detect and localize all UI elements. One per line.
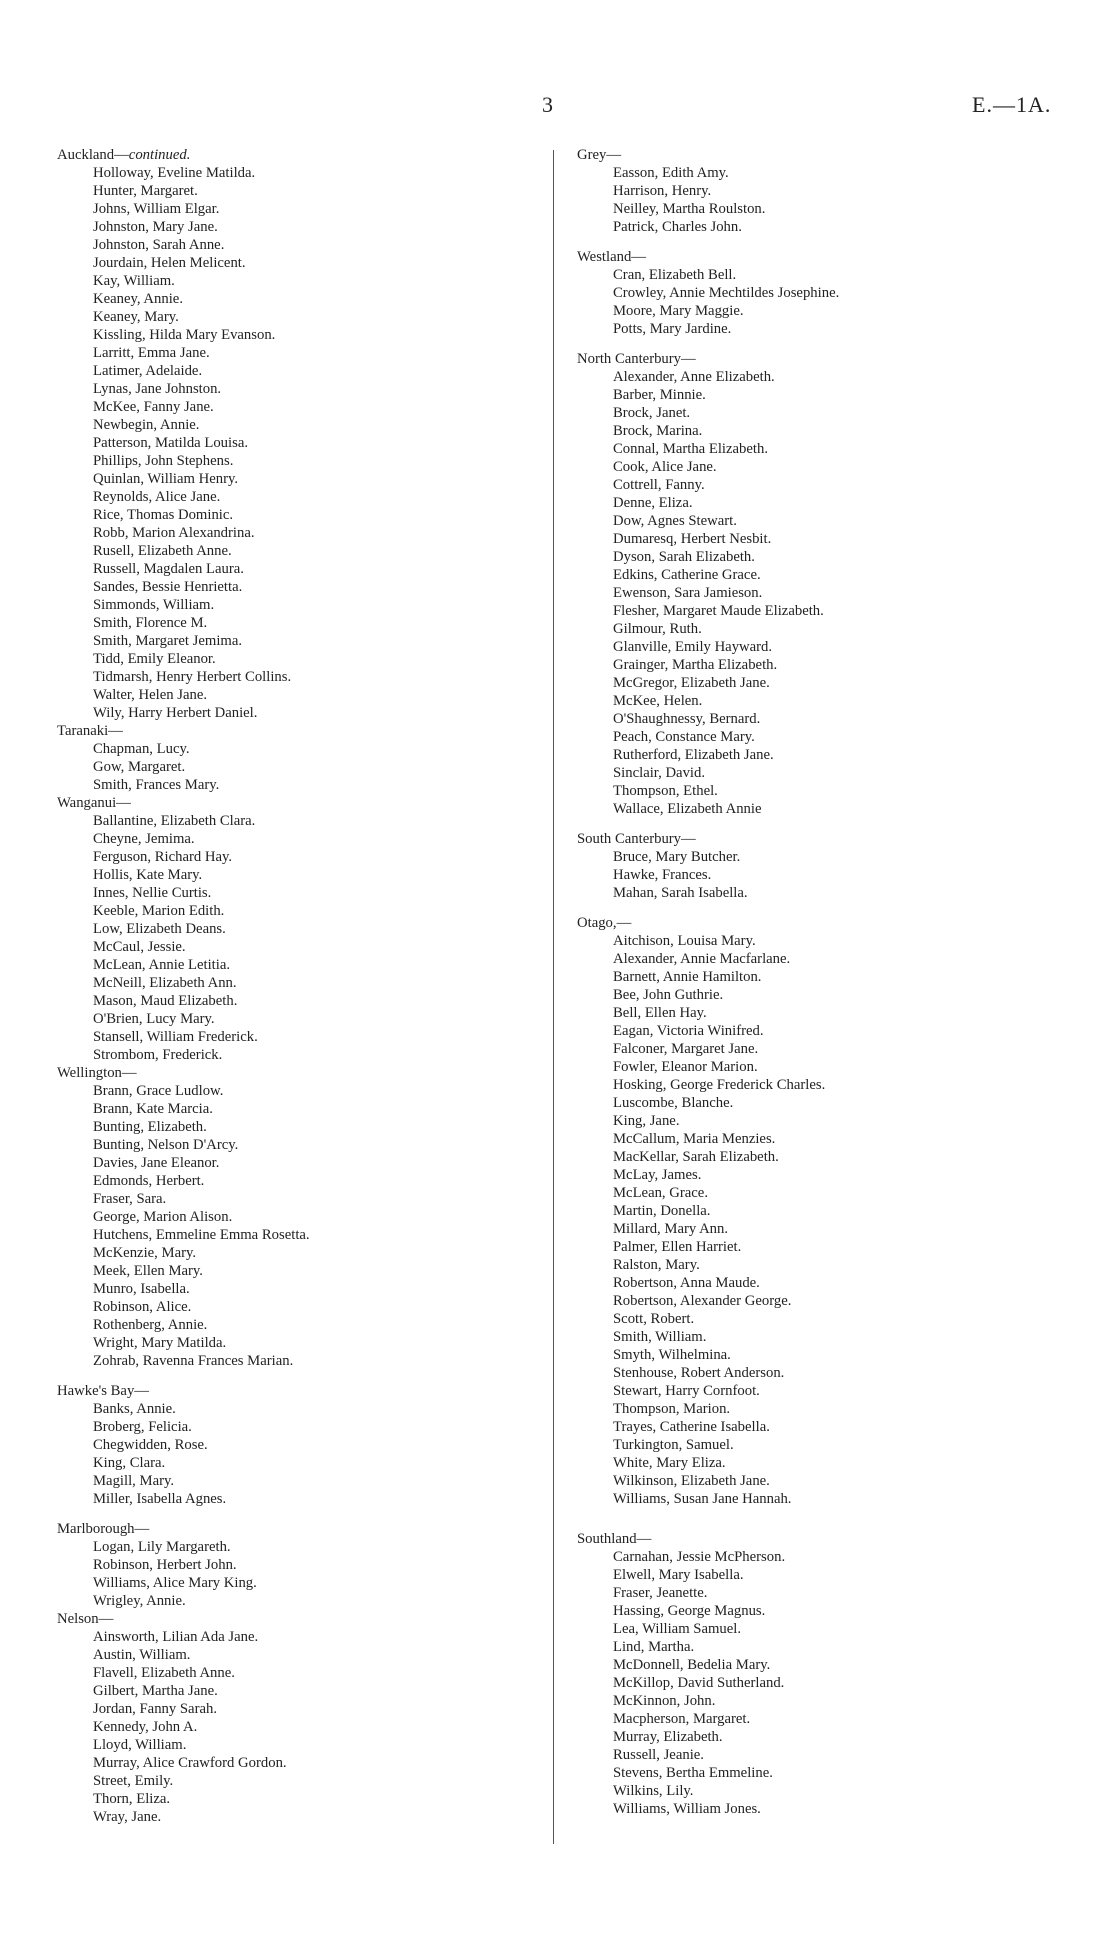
region-heading (577, 146, 1057, 164)
list-item: Alexander, Annie Macfarlane. (613, 951, 791, 967)
list-item: Smith, William. (613, 1329, 707, 1345)
name-list (577, 932, 1057, 1508)
list-item: Jourdain, Helen Melicent. (93, 255, 246, 271)
name-list (57, 1538, 537, 1610)
list-item: Robinson, Alice. (93, 1299, 192, 1315)
region-name: North Canterbury— (577, 351, 696, 367)
list-item: Walter, Helen Jane. (93, 687, 208, 703)
list-item: Peach, Constance Mary. (613, 729, 755, 745)
list-item: Brock, Marina. (613, 423, 703, 439)
region-name: Southland— (577, 1531, 652, 1547)
list-item: Wrigley, Annie. (93, 1593, 186, 1609)
list-item: Keaney, Mary. (93, 309, 179, 325)
list-item: Quinlan, William Henry. (93, 471, 239, 487)
name-list (57, 1628, 537, 1826)
list-item: Low, Elizabeth Deans. (93, 921, 226, 937)
list-item: Barnett, Annie Hamilton. (613, 969, 762, 985)
list-item: Denne, Eliza. (613, 495, 693, 511)
list-item: Millard, Mary Ann. (613, 1221, 729, 1237)
list-item: Kay, William. (93, 273, 175, 289)
list-item: Fowler, Eleanor Marion. (613, 1059, 758, 1075)
list-item: King, Jane. (613, 1113, 680, 1129)
list-item: Wilkins, Lily. (613, 1783, 694, 1799)
region-section-wanganui (57, 794, 537, 1064)
list-item: Broberg, Felicia. (93, 1419, 192, 1435)
list-item: Bunting, Nelson D'Arcy. (93, 1137, 239, 1153)
list-item: Hutchens, Emmeline Emma Rosetta. (93, 1227, 310, 1243)
region-heading (577, 248, 1057, 266)
name-list (577, 368, 1057, 818)
list-item: Gow, Margaret. (93, 759, 186, 775)
list-item: Jordan, Fanny Sarah. (93, 1701, 218, 1717)
list-item: Kissling, Hilda Mary Evanson. (93, 327, 276, 343)
list-item: Crowley, Annie Mechtildes Josephine. (613, 285, 840, 301)
list-item: Russell, Magdalen Laura. (93, 561, 244, 577)
page-number: 3 (542, 92, 553, 117)
list-item: McCallum, Maria Menzies. (613, 1131, 776, 1147)
region-section-otago (577, 914, 1057, 1508)
list-item: Rice, Thomas Dominic. (93, 507, 234, 523)
region-heading (577, 830, 1057, 848)
list-item: Carnahan, Jessie McPherson. (613, 1549, 786, 1565)
list-item: Thorn, Eliza. (93, 1791, 171, 1807)
list-item: Trayes, Catherine Isabella. (613, 1419, 770, 1435)
name-list (577, 848, 1057, 902)
list-item: McDonnell, Bedelia Mary. (613, 1657, 771, 1673)
right-column (577, 146, 1057, 1818)
list-item: Falconer, Margaret Jane. (613, 1041, 759, 1057)
list-item: Dumaresq, Herbert Nesbit. (613, 531, 772, 547)
list-item: Bell, Ellen Hay. (613, 1005, 707, 1021)
list-item: Cottrell, Fanny. (613, 477, 705, 493)
list-item: Smith, Margaret Jemima. (93, 633, 243, 649)
list-item: Stevens, Bertha Emmeline. (613, 1765, 773, 1781)
list-item: Stewart, Harry Cornfoot. (613, 1383, 760, 1399)
list-item: Barber, Minnie. (613, 387, 706, 403)
list-item: Larritt, Emma Jane. (93, 345, 210, 361)
list-item: Lynas, Jane Johnston. (93, 381, 222, 397)
region-name: Grey— (577, 147, 622, 163)
list-item: Scott, Robert. (613, 1311, 695, 1327)
name-list (57, 812, 537, 1064)
list-item: Williams, Susan Jane Hannah. (613, 1491, 792, 1507)
list-item: Johns, William Elgar. (93, 201, 220, 217)
list-item: Martin, Donella. (613, 1203, 711, 1219)
list-item: Smith, Frances Mary. (93, 777, 220, 793)
region-heading (57, 146, 537, 164)
list-item: McGregor, Elizabeth Jane. (613, 675, 770, 691)
list-item: Hunter, Margaret. (93, 183, 198, 199)
list-item: Keaney, Annie. (93, 291, 183, 307)
list-item: Patrick, Charles John. (613, 219, 742, 235)
left-column (57, 146, 537, 1826)
list-item: Meek, Ellen Mary. (93, 1263, 203, 1279)
list-item: Elwell, Mary Isabella. (613, 1567, 744, 1583)
region-section-taranaki (57, 722, 537, 794)
list-item: Murray, Elizabeth. (613, 1729, 723, 1745)
list-item: Magill, Mary. (93, 1473, 175, 1489)
list-item: Robb, Marion Alexandrina. (93, 525, 255, 541)
region-heading (577, 914, 1057, 932)
list-item: Keeble, Marion Edith. (93, 903, 225, 919)
list-item: Wright, Mary Matilda. (93, 1335, 227, 1351)
list-item: Cook, Alice Jane. (613, 459, 717, 475)
list-item: Bee, John Guthrie. (613, 987, 724, 1003)
list-item: Thompson, Ethel. (613, 783, 718, 799)
document-reference: E.—1A. (972, 92, 1052, 117)
name-list (57, 740, 537, 794)
list-item: Palmer, Ellen Harriet. (613, 1239, 742, 1255)
list-item: Glanville, Emily Hayward. (613, 639, 773, 655)
list-item: Wray, Jane. (93, 1809, 162, 1825)
region-name: Wanganui— (57, 795, 131, 811)
region-heading (577, 350, 1057, 368)
list-item: McKenzie, Mary. (93, 1245, 197, 1261)
list-item: Rothenberg, Annie. (93, 1317, 208, 1333)
name-list (577, 266, 1057, 338)
list-item: Kennedy, John A. (93, 1719, 198, 1735)
region-heading (57, 1610, 537, 1628)
list-item: Tidd, Emily Eleanor. (93, 651, 216, 667)
region-name: Marlborough— (57, 1521, 150, 1537)
list-item: Bunting, Elizabeth. (93, 1119, 207, 1135)
list-item: Reynolds, Alice Jane. (93, 489, 221, 505)
region-section-north-canterbury (577, 350, 1057, 818)
region-name: Taranaki— (57, 723, 123, 739)
list-item: Thompson, Marion. (613, 1401, 731, 1417)
list-item: Cran, Elizabeth Bell. (613, 267, 737, 283)
list-item: Alexander, Anne Elizabeth. (613, 369, 775, 385)
list-item: Zohrab, Ravenna Frances Marian. (93, 1353, 294, 1369)
list-item: Moore, Mary Maggie. (613, 303, 744, 319)
list-item: McLean, Annie Letitia. (93, 957, 231, 973)
region-section-wellington (57, 1064, 537, 1370)
list-item: Smith, Florence M. (93, 615, 208, 631)
region-heading (57, 1382, 537, 1400)
region-heading (57, 1064, 537, 1082)
list-item: Easson, Edith Amy. (613, 165, 729, 181)
list-item: White, Mary Eliza. (613, 1455, 726, 1471)
list-item: Strombom, Frederick. (93, 1047, 223, 1063)
list-item: Wilkinson, Elizabeth Jane. (613, 1473, 770, 1489)
list-item: Potts, Mary Jardine. (613, 321, 732, 337)
list-item: Lind, Martha. (613, 1639, 695, 1655)
list-item: Smyth, Wilhelmina. (613, 1347, 731, 1363)
list-item: McKee, Helen. (613, 693, 703, 709)
list-item: Phillips, John Stephens. (93, 453, 234, 469)
list-item: Macpherson, Margaret. (613, 1711, 751, 1727)
list-item: Brann, Kate Marcia. (93, 1101, 213, 1117)
list-item: Miller, Isabella Agnes. (93, 1491, 227, 1507)
list-item: Johnston, Sarah Anne. (93, 237, 225, 253)
list-item: McKee, Fanny Jane. (93, 399, 214, 415)
list-item: Holloway, Eveline Matilda. (93, 165, 256, 181)
list-item: Austin, William. (93, 1647, 191, 1663)
list-item: Edkins, Catherine Grace. (613, 567, 761, 583)
region-section-southland (577, 1530, 1057, 1818)
list-item: Cheyne, Jemima. (93, 831, 195, 847)
list-item: McCaul, Jessie. (93, 939, 186, 955)
name-list (57, 1082, 537, 1370)
list-item: Aitchison, Louisa Mary. (613, 933, 756, 949)
list-item: Williams, Alice Mary King. (93, 1575, 257, 1591)
region-name: Hawke's Bay— (57, 1383, 149, 1399)
region-section-auckland (57, 146, 537, 722)
region-section-nelson (57, 1610, 537, 1826)
name-list (577, 1548, 1057, 1818)
list-item: Fraser, Sara. (93, 1191, 167, 1207)
region-section-westland (577, 248, 1057, 338)
region-heading (57, 794, 537, 812)
list-item: Patterson, Matilda Louisa. (93, 435, 249, 451)
list-item: Johnston, Mary Jane. (93, 219, 218, 235)
list-item: Ainsworth, Lilian Ada Jane. (93, 1629, 259, 1645)
region-name: Nelson— (57, 1611, 114, 1627)
list-item: Chapman, Lucy. (93, 741, 190, 757)
list-item: King, Clara. (93, 1455, 166, 1471)
region-name: Wellington— (57, 1065, 137, 1081)
region-name: Westland— (577, 249, 646, 265)
list-item: Latimer, Adelaide. (93, 363, 203, 379)
list-item: Edmonds, Herbert. (93, 1173, 205, 1189)
list-item: Mahan, Sarah Isabella. (613, 885, 748, 901)
region-section-hawke-s-bay (57, 1382, 537, 1508)
list-item: Munro, Isabella. (93, 1281, 190, 1297)
list-item: Tidmarsh, Henry Herbert Collins. (93, 669, 292, 685)
list-item: McLean, Grace. (613, 1185, 709, 1201)
list-item: Brock, Janet. (613, 405, 691, 421)
list-item: Murray, Alice Crawford Gordon. (93, 1755, 287, 1771)
list-item: Hollis, Kate Mary. (93, 867, 203, 883)
list-item: McNeill, Elizabeth Ann. (93, 975, 237, 991)
list-item: Fraser, Jeanette. (613, 1585, 708, 1601)
region-name: South Canterbury— (577, 831, 696, 847)
list-item: Gilmour, Ruth. (613, 621, 702, 637)
region-section-marlborough (57, 1520, 537, 1610)
list-item: Ballantine, Elizabeth Clara. (93, 813, 256, 829)
list-item: McLay, James. (613, 1167, 702, 1183)
list-item: Connal, Martha Elizabeth. (613, 441, 768, 457)
list-item: Ferguson, Richard Hay. (93, 849, 233, 865)
list-item: Logan, Lily Margareth. (93, 1539, 231, 1555)
name-list (57, 1400, 537, 1508)
list-item: Robinson, Herbert John. (93, 1557, 237, 1573)
list-item: MacKellar, Sarah Elizabeth. (613, 1149, 779, 1165)
list-item: Rusell, Elizabeth Anne. (93, 543, 232, 559)
list-item: Lloyd, William. (93, 1737, 187, 1753)
region-section-south-canterbury (577, 830, 1057, 902)
list-item: George, Marion Alison. (93, 1209, 233, 1225)
list-item: Dow, Agnes Stewart. (613, 513, 737, 529)
list-item: Street, Emily. (93, 1773, 174, 1789)
name-list (577, 164, 1057, 236)
list-item: Chegwidden, Rose. (93, 1437, 208, 1453)
list-item: Dyson, Sarah Elizabeth. (613, 549, 755, 565)
list-item: Ralston, Mary. (613, 1257, 700, 1273)
list-item: Stansell, William Frederick. (93, 1029, 258, 1045)
list-item: Simmonds, William. (93, 597, 215, 613)
list-item: Lea, William Samuel. (613, 1621, 742, 1637)
region-name: Otago,— (577, 915, 632, 931)
list-item: Sinclair, David. (613, 765, 706, 781)
list-item: Flesher, Margaret Maude Elizabeth. (613, 603, 824, 619)
list-item: Flavell, Elizabeth Anne. (93, 1665, 235, 1681)
list-item: Ewenson, Sara Jamieson. (613, 585, 763, 601)
list-item: Mason, Maud Elizabeth. (93, 993, 238, 1009)
list-item: Hosking, George Frederick Charles. (613, 1077, 826, 1093)
list-item: Gilbert, Martha Jane. (93, 1683, 218, 1699)
region-heading (57, 722, 537, 740)
region-heading (57, 1520, 537, 1538)
list-item: Robertson, Anna Maude. (613, 1275, 760, 1291)
region-name: Auckland— (57, 147, 129, 163)
region-heading (577, 1530, 1057, 1548)
list-item: Luscombe, Blanche. (613, 1095, 734, 1111)
list-item: Rutherford, Elizabeth Jane. (613, 747, 774, 763)
list-item: Turkington, Samuel. (613, 1437, 734, 1453)
list-item: McKillop, David Sutherland. (613, 1675, 785, 1691)
list-item: Sandes, Bessie Henrietta. (93, 579, 243, 595)
column-divider (553, 150, 554, 1844)
list-item: O'Brien, Lucy Mary. (93, 1011, 215, 1027)
region-section-grey (577, 146, 1057, 236)
list-item: Hawke, Frances. (613, 867, 712, 883)
list-item: Russell, Jeanie. (613, 1747, 704, 1763)
list-item: Grainger, Martha Elizabeth. (613, 657, 778, 673)
name-list (57, 164, 537, 722)
list-item: Davies, Jane Eleanor. (93, 1155, 220, 1171)
list-item: Innes, Nellie Curtis. (93, 885, 212, 901)
list-item: McKinnon, John. (613, 1693, 716, 1709)
list-item: Newbegin, Annie. (93, 417, 200, 433)
list-item: Hassing, George Magnus. (613, 1603, 766, 1619)
list-item: Wallace, Elizabeth Annie (613, 801, 762, 817)
list-item: Eagan, Victoria Winifred. (613, 1023, 764, 1039)
region-suffix: continued. (128, 147, 191, 163)
list-item: Williams, William Jones. (613, 1801, 761, 1817)
list-item: Harrison, Henry. (613, 183, 712, 199)
list-item: Banks, Annie. (93, 1401, 176, 1417)
list-item: O'Shaughnessy, Bernard. (613, 711, 761, 727)
list-item: Neilley, Martha Roulston. (613, 201, 766, 217)
list-item: Wily, Harry Herbert Daniel. (93, 705, 258, 721)
list-item: Robertson, Alexander George. (613, 1293, 792, 1309)
list-item: Bruce, Mary Butcher. (613, 849, 741, 865)
list-item: Brann, Grace Ludlow. (93, 1083, 224, 1099)
list-item: Stenhouse, Robert Anderson. (613, 1365, 785, 1381)
